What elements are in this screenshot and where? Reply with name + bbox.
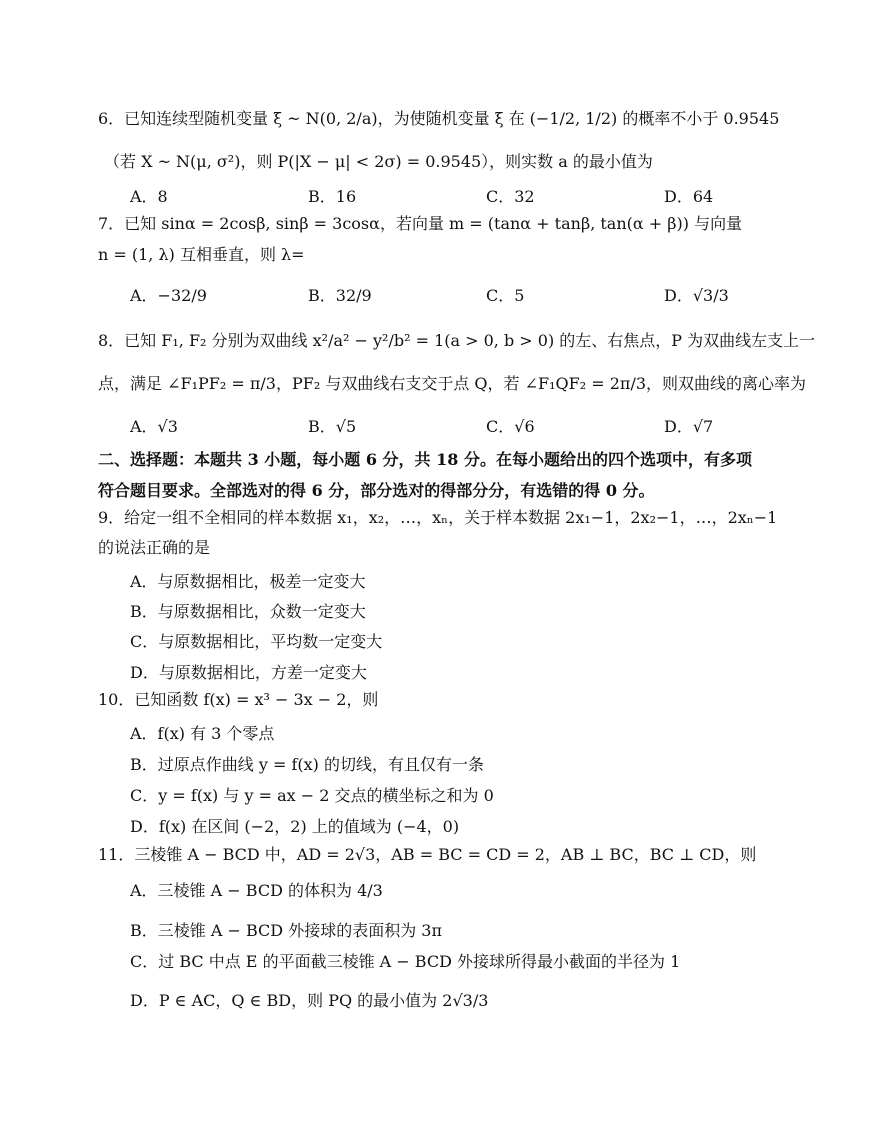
q8-options [130,414,810,436]
q7-option-b: B．32/9 [308,286,372,305]
q6-option-b: B．16 [308,187,357,206]
q8-option-c: C．√6 [486,417,535,436]
q9-option-b: B．与原数据相比，众数一定变大 [130,602,366,621]
q6-option-c: C．32 [486,187,535,206]
q7-option-c: C．5 [486,286,525,305]
q8-option-d: D．√7 [664,417,714,436]
q7-option-d: D．√3/3 [664,286,729,305]
q8-stem-line1: 8．已知 F₁, F₂ 分别为双曲线 x²/a² − y²/b² = 1(a > 0, b > 0) 的左、右焦点，P 为双曲线左支上一 [98,331,816,350]
q11-option-a: A．三棱锥 A − BCD 的体积为 4/3 [130,881,383,900]
q9-stem-line2: 的说法正确的是 [98,538,211,557]
q11-option-d: D．P ∈ AC，Q ∈ BD，则 PQ 的最小值为 2√3/3 [130,991,489,1010]
q7-option-a: A．−32/9 [130,286,207,305]
q9-option-d: D．与原数据相比，方差一定变大 [130,663,367,682]
q6-option-a: A．8 [130,187,168,206]
q6-stem-line1: 6．已知连续型随机变量 ξ ~ N(0, 2/a)，为使随机变量 ξ 在 (−1/2, 1/2) 的概率不小于 0.9545 [98,109,780,128]
q10-option-c: C．y = f(x) 与 y = ax − 2 交点的横坐标之和为 0 [130,786,494,805]
q9-option-c: C．与原数据相比，平均数一定变大 [130,632,383,651]
q10-stem: 10．已知函数 f(x) = x³ − 3x − 2，则 [98,690,379,709]
section2-heading-line1: 二、选择题：本题共 3 小题，每小题 6 分，共 18 分。在每小题给出的四个选项中，有多项 [98,450,752,469]
q7-options [130,283,810,305]
q10-option-a: A．f(x) 有 3 个零点 [130,724,275,743]
q7-stem-line1: 7．已知 sinα = 2cosβ, sinβ = 3cosα，若向量 m = (tanα + tanβ, tan(α + β)) 与向量 [98,214,743,233]
q6-option-d: D．64 [664,187,714,206]
q7-stem-line2: n = (1, λ) 互相垂直，则 λ= [98,245,305,264]
q10-option-d: D．f(x) 在区间 (−2，2) 上的值域为 (−4，0) [130,817,460,836]
q9-option-a: A．与原数据相比，极差一定变大 [130,572,366,591]
q11-stem: 11．三棱锥 A − BCD 中，AD = 2√3，AB = BC = CD = 2，AB ⊥ BC，BC ⊥ CD，则 [98,845,757,864]
section2-heading-line2: 符合题目要求。全部选对的得 6 分，部分选对的得部分分，有选错的得 0 分。 [98,481,655,500]
q8-option-a: A．√3 [130,417,178,436]
q11-option-c: C．过 BC 中点 E 的平面截三棱锥 A − BCD 外接球所得最小截面的半径为 1 [130,952,681,971]
q11-option-b: B．三棱锥 A − BCD 外接球的表面积为 3π [130,921,442,940]
q6-options [130,184,810,206]
q10-option-b: B．过原点作曲线 y = f(x) 的切线，有且仅有一条 [130,755,484,774]
q6-stem-line2: （若 X ~ N(μ, σ²)，则 P(|X − μ| < 2σ) = 0.9545），则实数 a 的最小值为 [104,152,653,171]
q8-stem-line2: 点，满足 ∠F₁PF₂ = π/3，PF₂ 与双曲线右支交于点 Q，若 ∠F₁QF₂ = 2π/3，则双曲线的离心率为 [98,374,807,393]
q8-option-b: B．√5 [308,417,357,436]
q9-stem-line1: 9．给定一组不全相同的样本数据 x₁，x₂，…，xₙ，关于样本数据 2x₁−1，2x₂−1，…，2xₙ−1 [98,508,778,527]
